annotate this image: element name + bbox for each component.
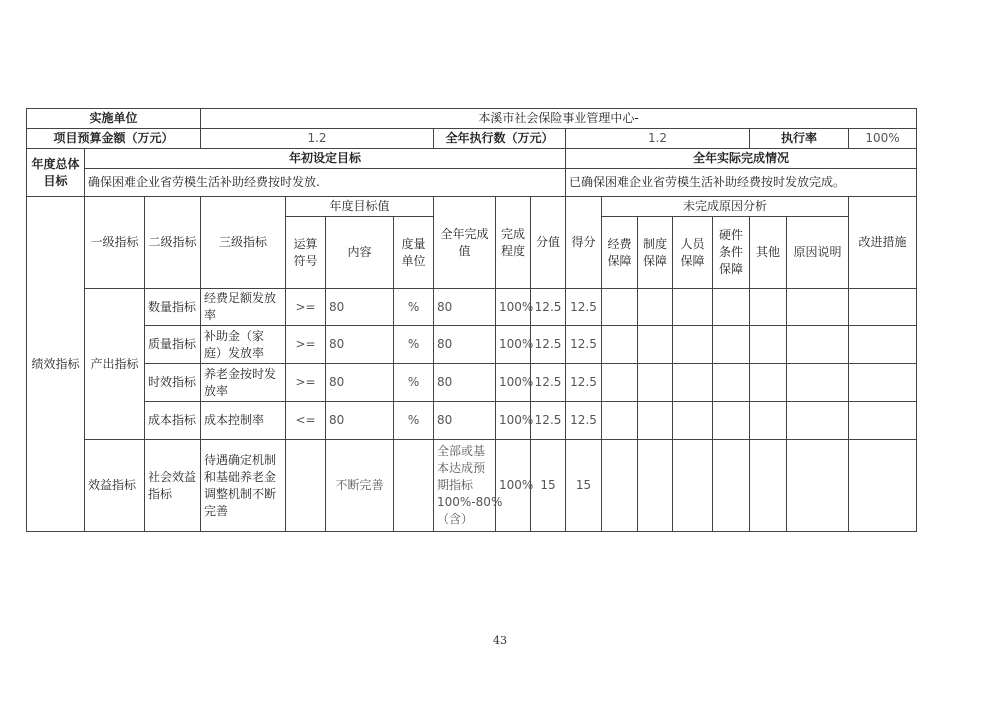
- score-cell: 12.5: [566, 364, 602, 402]
- actual-cell: 80: [434, 326, 496, 364]
- content-cell: 80: [326, 289, 394, 326]
- empty-cell: [750, 402, 787, 440]
- empty-cell: [713, 440, 750, 532]
- col-reason-desc: 原因说明: [787, 217, 849, 289]
- degree-cell: 100%: [496, 326, 531, 364]
- empty-cell: [750, 326, 787, 364]
- content-cell: 80: [326, 402, 394, 440]
- goals-row-label: 年度总体目标: [27, 149, 85, 197]
- col-reason-hardware: 硬件条件保障: [713, 217, 750, 289]
- empty-cell: [849, 289, 917, 326]
- operator-cell: [286, 440, 326, 532]
- content-cell: 80: [326, 326, 394, 364]
- empty-cell: [750, 364, 787, 402]
- empty-cell: [602, 402, 638, 440]
- initial-goal-text: 确保困难企业省劳模生活补助经费按时发放.: [85, 169, 566, 197]
- col-reason-group: 未完成原因分析: [602, 197, 849, 217]
- impl-unit-row: [27, 109, 917, 129]
- empty-cell: [673, 402, 713, 440]
- budget-value: 1.2: [201, 129, 434, 149]
- col-reason-fund: 经费保障: [602, 217, 638, 289]
- level3-cell: 成本控制率: [201, 402, 286, 440]
- empty-cell: [787, 364, 849, 402]
- content-cell: 80: [326, 364, 394, 402]
- actual-result-label: 全年实际完成情况: [566, 149, 917, 169]
- score-value-cell: 12.5: [531, 326, 566, 364]
- empty-cell: [602, 326, 638, 364]
- impl-unit-value: 本溪市社会保险事业管理中心-: [201, 109, 917, 129]
- col-level3: 三级指标: [201, 197, 286, 289]
- empty-cell: [638, 289, 673, 326]
- empty-cell: [713, 402, 750, 440]
- empty-cell: [638, 326, 673, 364]
- initial-goal-label: 年初设定目标: [85, 149, 566, 169]
- col-content: 内容: [326, 217, 394, 289]
- empty-cell: [849, 364, 917, 402]
- unit-cell: %: [394, 289, 434, 326]
- actual-cell: 全部或基本达成预期指标100%-80%（含）: [434, 440, 496, 532]
- empty-cell: [638, 402, 673, 440]
- col-reason-staff: 人员保障: [673, 217, 713, 289]
- content-cell: 不断完善: [326, 440, 394, 532]
- level3-cell: 经费足额发放率: [201, 289, 286, 326]
- degree-cell: 100%: [496, 364, 531, 402]
- empty-cell: [713, 364, 750, 402]
- empty-cell: [638, 440, 673, 532]
- degree-cell: 100%: [496, 402, 531, 440]
- budget-row: [27, 129, 917, 149]
- level2-cell: 时效指标: [145, 364, 201, 402]
- score-cell: 12.5: [566, 326, 602, 364]
- unit-cell: %: [394, 326, 434, 364]
- empty-cell: [750, 289, 787, 326]
- level3-cell: 待遇确定机制和基础养老金调整机制不断完善: [201, 440, 286, 532]
- col-degree: 完成程度: [496, 197, 531, 289]
- col-reason-system: 制度保障: [638, 217, 673, 289]
- actual-cell: 80: [434, 364, 496, 402]
- benefit-indicator-label: 效益指标: [85, 440, 145, 532]
- degree-cell: 100%: [496, 440, 531, 532]
- level2-cell: 数量指标: [145, 289, 201, 326]
- empty-cell: [673, 364, 713, 402]
- executed-value: 1.2: [566, 129, 750, 149]
- col-target-group: 年度目标值: [286, 197, 434, 217]
- unit-cell: %: [394, 402, 434, 440]
- budget-label: 项目预算金额（万元）: [27, 129, 201, 149]
- empty-cell: [787, 289, 849, 326]
- actual-cell: 80: [434, 402, 496, 440]
- operator-cell: >=: [286, 364, 326, 402]
- score-cell: 15: [566, 440, 602, 532]
- level2-cell: 成本指标: [145, 402, 201, 440]
- empty-cell: [602, 440, 638, 532]
- level2-cell: 社会效益指标: [145, 440, 201, 532]
- table-row: [27, 440, 917, 532]
- unit-cell: %: [394, 364, 434, 402]
- empty-cell: [673, 326, 713, 364]
- empty-cell: [713, 326, 750, 364]
- table-row: [27, 402, 917, 440]
- score-value-cell: 12.5: [531, 289, 566, 326]
- empty-cell: [638, 364, 673, 402]
- empty-cell: [713, 289, 750, 326]
- empty-cell: [750, 440, 787, 532]
- score-cell: 12.5: [566, 402, 602, 440]
- empty-cell: [849, 402, 917, 440]
- score-value-cell: 12.5: [531, 402, 566, 440]
- score-cell: 12.5: [566, 289, 602, 326]
- table-row: [27, 364, 917, 402]
- operator-cell: >=: [286, 289, 326, 326]
- actual-cell: 80: [434, 289, 496, 326]
- col-reason-other: 其他: [750, 217, 787, 289]
- col-actual: 全年完成值: [434, 197, 496, 289]
- empty-cell: [787, 402, 849, 440]
- col-score-value: 分值: [531, 197, 566, 289]
- output-indicator-label: 产出指标: [85, 289, 145, 440]
- empty-cell: [602, 364, 638, 402]
- col-operator: 运算符号: [286, 217, 326, 289]
- empty-cell: [673, 289, 713, 326]
- exec-rate-value: 100%: [849, 129, 917, 149]
- col-improve: 改进措施: [849, 197, 917, 289]
- score-value-cell: 12.5: [531, 364, 566, 402]
- table-row: [27, 326, 917, 364]
- table-row: [27, 289, 917, 326]
- goals-text-row: [27, 169, 917, 197]
- level3-cell: 养老金按时发放率: [201, 364, 286, 402]
- indicator-header-row-1: [27, 197, 917, 217]
- operator-cell: <=: [286, 402, 326, 440]
- level3-cell: 补助金（家庭）发放率: [201, 326, 286, 364]
- page-number: 43: [493, 634, 507, 647]
- empty-cell: [849, 440, 917, 532]
- score-value-cell: 15: [531, 440, 566, 532]
- exec-rate-label: 执行率: [750, 129, 849, 149]
- col-level2: 二级指标: [145, 197, 201, 289]
- empty-cell: [673, 440, 713, 532]
- level2-cell: 质量指标: [145, 326, 201, 364]
- actual-result-text: 已确保困难企业省劳模生活补助经费按时发放完成。: [566, 169, 917, 197]
- empty-cell: [602, 289, 638, 326]
- empty-cell: [787, 440, 849, 532]
- col-level1: 一级指标: [85, 197, 145, 289]
- unit-cell: [394, 440, 434, 532]
- col-score: 得分: [566, 197, 602, 289]
- goals-header-row: [27, 149, 917, 169]
- performance-indicators-label: 绩效指标: [27, 197, 85, 532]
- degree-cell: 100%: [496, 289, 531, 326]
- operator-cell: >=: [286, 326, 326, 364]
- col-unit: 度量单位: [394, 217, 434, 289]
- empty-cell: [787, 326, 849, 364]
- performance-table: [26, 108, 917, 532]
- empty-cell: [849, 326, 917, 364]
- executed-label: 全年执行数（万元）: [434, 129, 566, 149]
- impl-unit-label: 实施单位: [27, 109, 201, 129]
